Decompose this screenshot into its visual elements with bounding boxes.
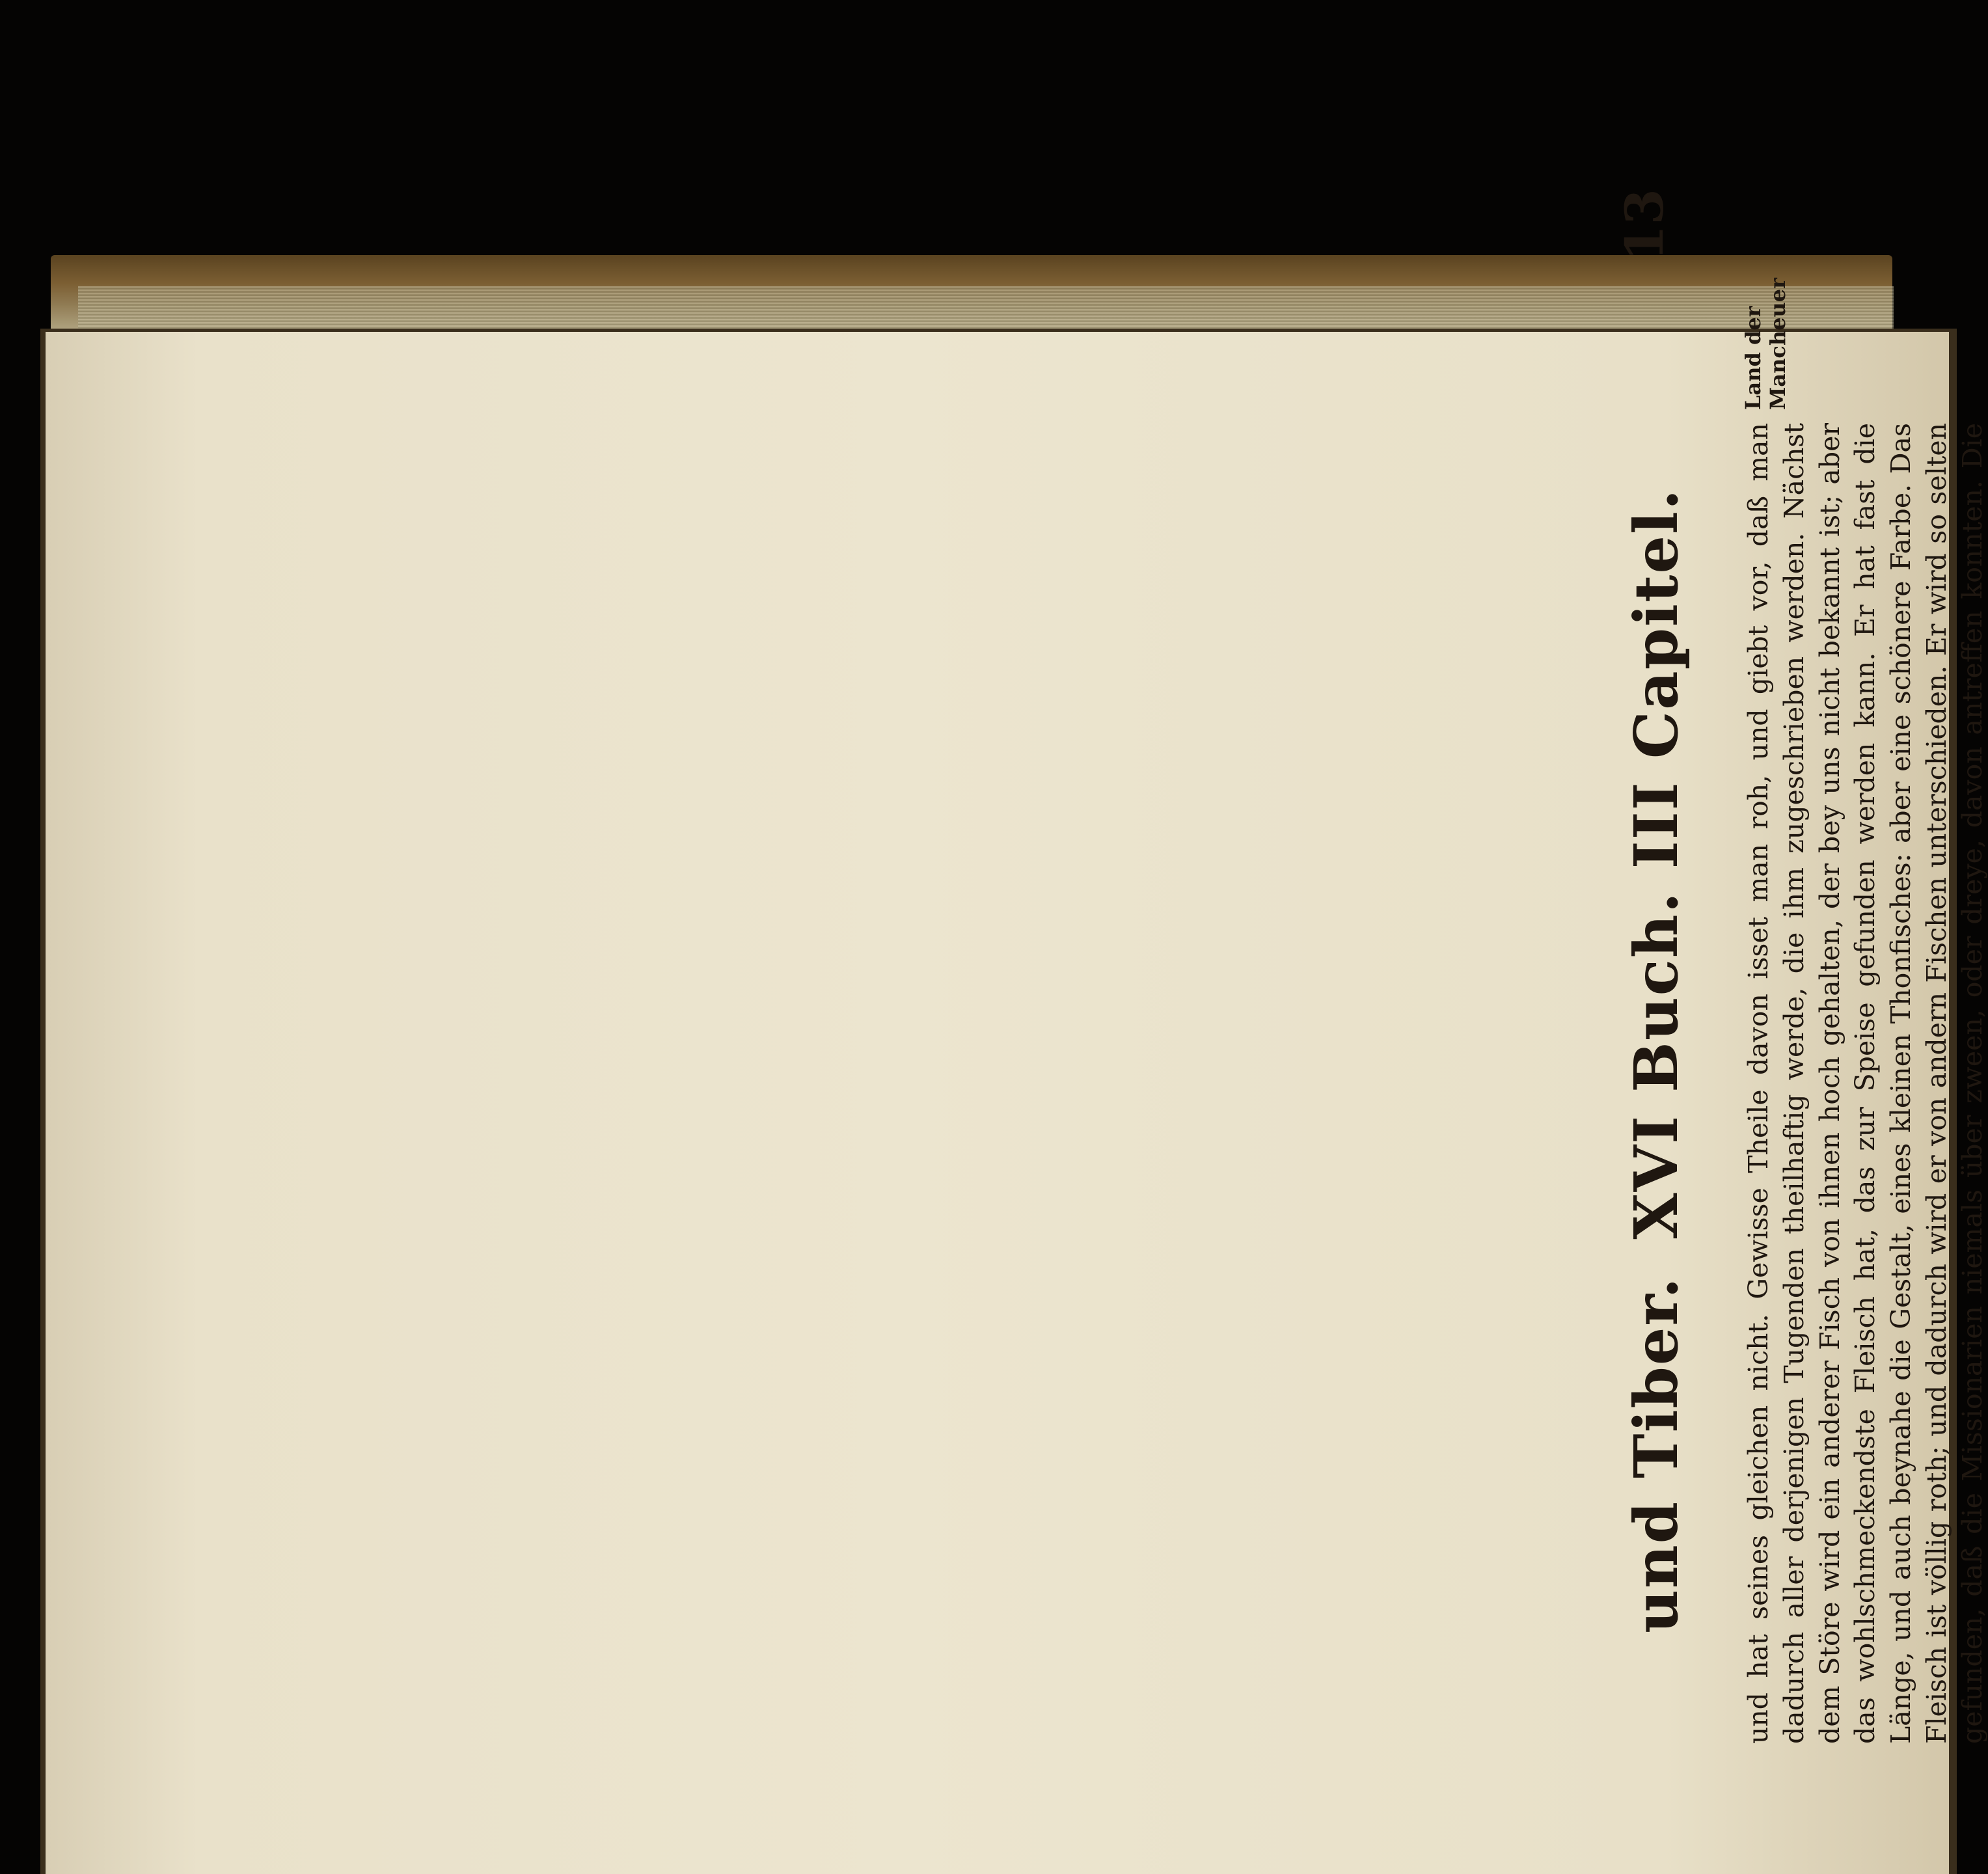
page-number: 13 (1614, 189, 1675, 262)
rotated-text-frame (1588, 182, 1988, 1744)
running-head (1607, 410, 1705, 1633)
main-text (1741, 423, 1988, 1744)
paragraph-1: und hat seines gleichen nicht. Gewisse Theile davon isset man roh, und giebt vor, daß man dadurch aller derjenigen Tugenden theilhaftig werde, die ihm zugeschrieben werden. Nächst dem Störe wird ein anderer Fisch von ihnen hoch gehalten, der bey uns nicht bekannt ist; aber das wohlschmeckendste Fleisch hat, das zur Speise gefunden werden kann. Er hat fast die Länge, und auch beynahe die Gestalt, eines kleinen Thonfisches: aber eine schönere Farbe. Das Fleisch ist völlig roth; und dadurch wird er von andern Fischen unterschieden. Er wird so selten gefunden, daß die Missionarien niemals über zween, oder dreye, davon antreffen konnten. Die (1743, 423, 1988, 1744)
running-head-right: XVI Buch. III Capitel. (1621, 488, 1691, 1240)
running-head-left: und Tiber. (1621, 1276, 1691, 1633)
margin-note-land: Land der Mancheuer (1741, 277, 1790, 410)
